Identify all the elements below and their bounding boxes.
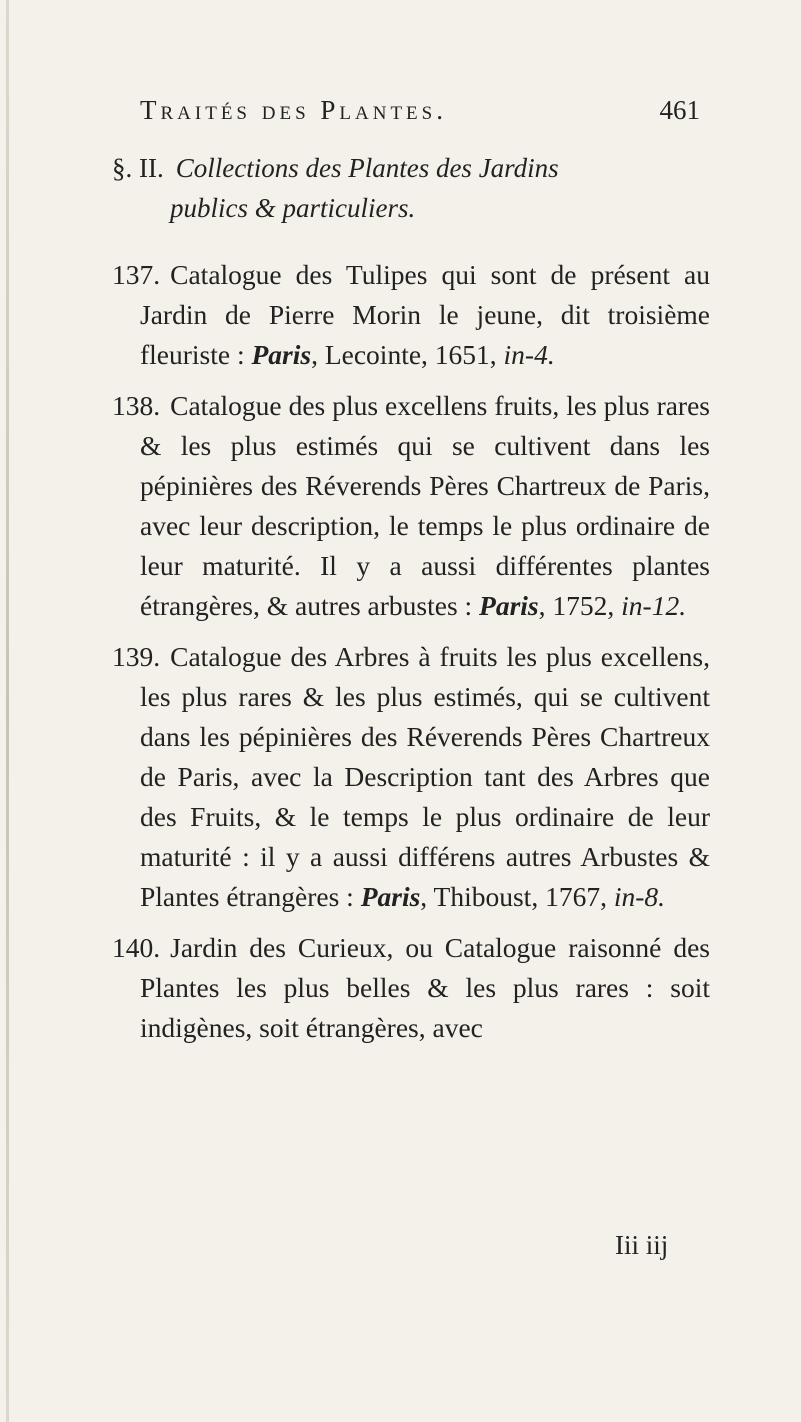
entry-place: Paris [479,590,539,621]
section-number: §. II. [112,153,164,183]
entry-imprint: , Lecointe, 1651, [311,339,497,370]
entry-imprint: , 1752, [538,590,615,621]
entry-place: Paris [360,881,421,912]
entry-number: 138. [112,390,161,421]
running-title: Traités des Plantes. [140,95,447,125]
signature-mark: Iii iij [615,1230,669,1260]
entry-137 [112,255,710,375]
catalogue-entries [112,255,710,1059]
section-title-line2: publics & particuliers. [170,193,416,223]
running-header [140,95,700,126]
section-title-line1: Collections des Plantes des Jardins [175,153,559,183]
page-edge-shadow [6,0,9,1422]
entry-139 [112,637,710,917]
entry-format: in-12. [621,590,687,621]
entry-text: Jardin des Curieux, ou Catalogue raisonné des Plantes les plus belles & les plus rares : soit indigènes, soit étrangères, avec [140,932,710,1043]
entry-place: Paris [251,339,312,370]
entry-text: Catalogue des Arbres à fruits les plus excellens, les plus rares & les plus estimés, qui se cultivent dans les pépinières des Réverends Pères Chartreux de Paris, avec la Description tant des Arbres que des Fruits, & le temps le plus ordinaire de leur maturité : il y a aussi différens autres Arbustes & Plantes étrangères : [140,641,710,912]
page-number: 461 [659,95,700,125]
entry-format: in-4. [503,339,555,370]
entry-number: 140. [112,932,161,963]
entry-text: Catalogue des Tulipes qui sont de présent au Jardin de Pierre Morin le jeune, dit troisième fleuriste : [140,259,710,370]
entry-text: Catalogue des plus excellens fruits, les plus rares & les plus estimés qui se cultivent dans les pépinières des Réverends Pères Chartreux de Paris, avec leur description, le temps le plus ordinaire de leur maturité. Il y a aussi différentes plantes étrangères, & autres arbustes : [140,390,710,621]
entry-number: 137. [112,259,161,290]
section-heading [112,148,732,228]
entry-138 [112,386,710,626]
entry-number: 139. [112,641,161,672]
entry-140 [112,928,710,1048]
entry-imprint: , Thiboust, 1767, [420,881,607,912]
entry-format: in-8. [613,881,666,912]
